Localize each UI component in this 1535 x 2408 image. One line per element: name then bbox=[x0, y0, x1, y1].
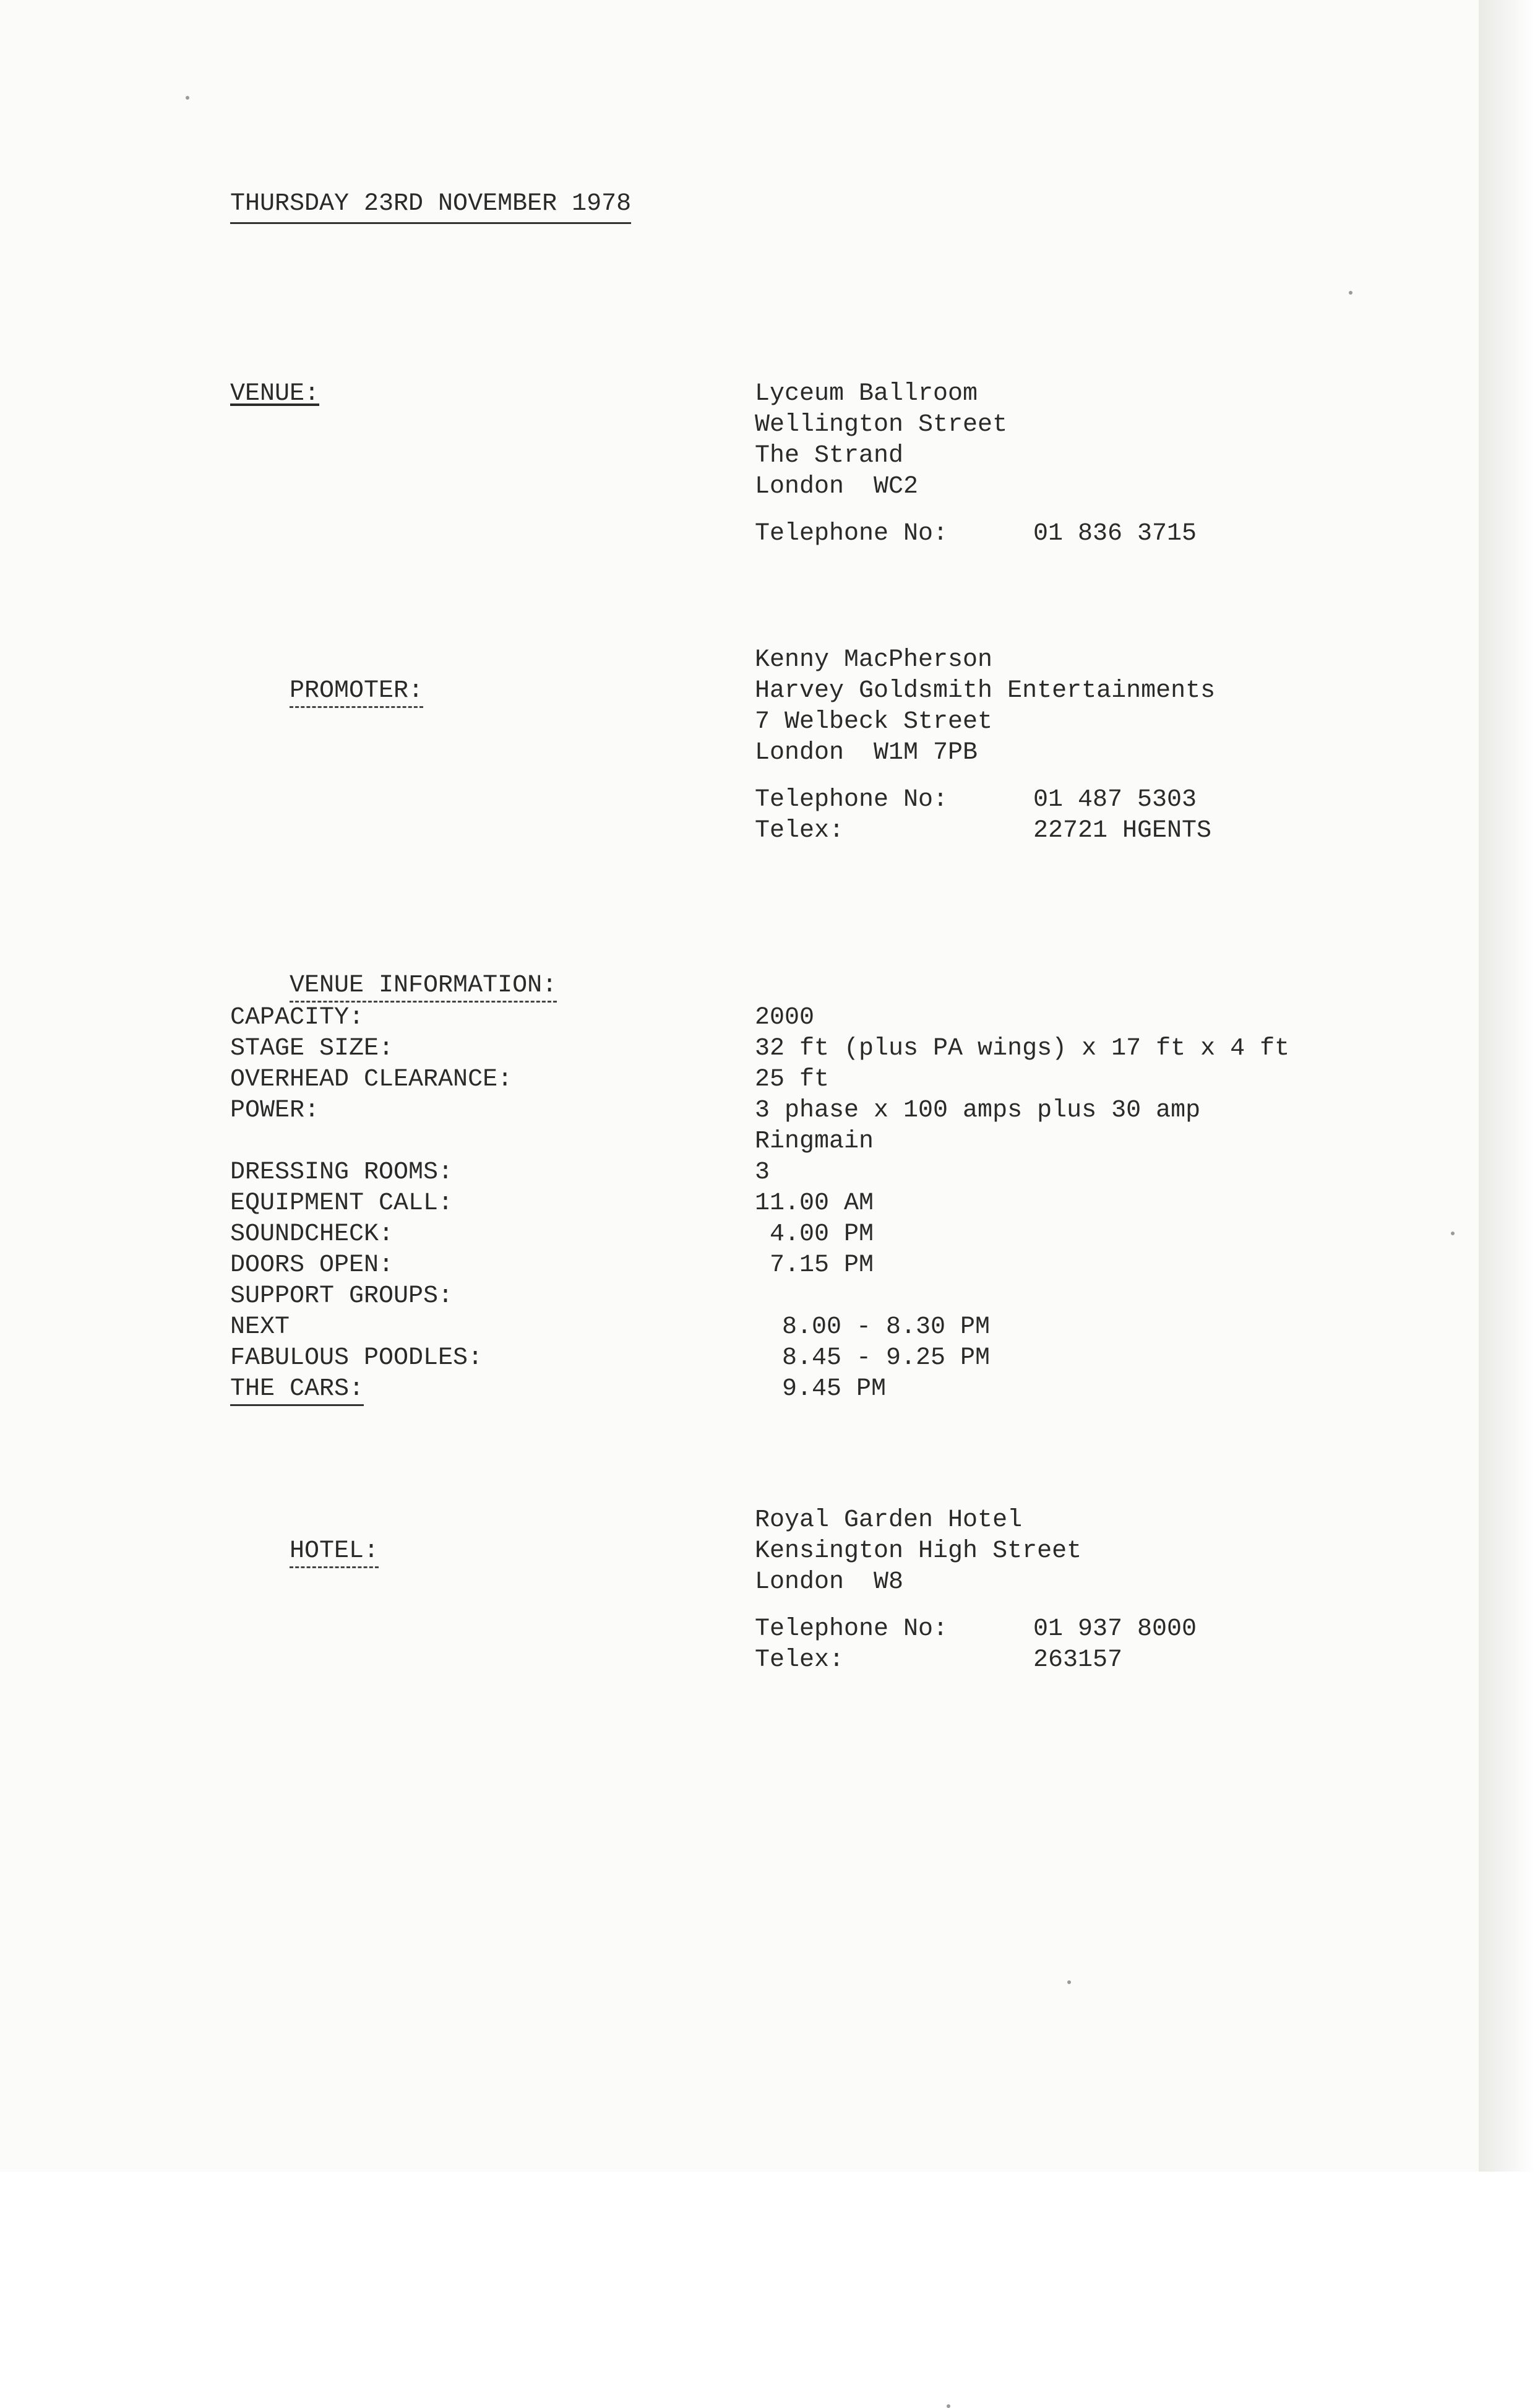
date-heading: THURSDAY 23RD NOVEMBER 1978 bbox=[230, 189, 631, 224]
info-value: 25 ft bbox=[755, 1066, 830, 1094]
promoter-telex-row bbox=[755, 816, 1215, 847]
info-value: 7.15 PM bbox=[755, 1251, 874, 1279]
info-label bbox=[230, 1126, 512, 1157]
info-value: Ringmain bbox=[755, 1128, 874, 1155]
paper-speck bbox=[1349, 291, 1352, 295]
info-label: NEXT bbox=[230, 1313, 290, 1341]
info-value bbox=[755, 1281, 1289, 1312]
promoter-line: London W1M 7PB bbox=[755, 739, 978, 767]
info-label-wrap bbox=[230, 1374, 512, 1405]
info-value: 8.45 - 9.25 PM bbox=[767, 1344, 991, 1372]
promoter-line: Kenny MacPherson bbox=[755, 646, 993, 674]
venue-line: London WC2 bbox=[755, 473, 919, 501]
venue-phone-label: Telephone No: bbox=[755, 520, 948, 548]
paper-speck bbox=[947, 2404, 950, 2408]
info-value: 4.00 PM bbox=[755, 1220, 874, 1248]
info-value: 11.00 AM bbox=[755, 1189, 874, 1217]
info-value: 9.45 PM bbox=[767, 1375, 887, 1403]
info-label: STAGE SIZE: bbox=[230, 1035, 394, 1063]
hotel-telex-row bbox=[755, 1645, 1197, 1676]
hotel-label: HOTEL: bbox=[290, 1537, 379, 1568]
venue-line: The Strand bbox=[755, 442, 904, 470]
info-label: OVERHEAD CLEARANCE: bbox=[230, 1066, 513, 1094]
paper-speck bbox=[1067, 1980, 1071, 1984]
hotel-telex-label: Telex: bbox=[755, 1646, 845, 1674]
venue-info-labels bbox=[230, 1003, 512, 1405]
info-label: EQUIPMENT CALL: bbox=[230, 1189, 454, 1217]
hotel-line: Kensington High Street bbox=[755, 1537, 1082, 1565]
venue-line: Wellington Street bbox=[755, 411, 1008, 439]
venue-line: Lyceum Ballroom bbox=[755, 380, 978, 408]
info-label: DOORS OPEN: bbox=[230, 1251, 394, 1279]
info-label-the-cars: THE CARS: bbox=[230, 1375, 364, 1406]
paper-speck bbox=[186, 96, 189, 100]
venue-label: VENUE: bbox=[230, 380, 320, 408]
promoter-phone-row bbox=[755, 785, 1215, 816]
hotel-line: London W8 bbox=[755, 1568, 904, 1596]
venue-phone: 01 836 3715 bbox=[1033, 520, 1197, 548]
info-label: DRESSING ROOMS: bbox=[230, 1159, 454, 1186]
promoter-label: PROMOTER: bbox=[290, 677, 423, 708]
promoter-line: 7 Welbeck Street bbox=[755, 708, 993, 736]
info-label: SUPPORT GROUPS: bbox=[230, 1282, 454, 1310]
info-label: FABULOUS POODLES: bbox=[230, 1344, 483, 1372]
venue-info-heading: VENUE INFORMATION: bbox=[290, 972, 557, 1003]
promoter-telex: 22721 HGENTS bbox=[1033, 817, 1212, 845]
info-value: 3 bbox=[755, 1159, 770, 1186]
info-value: 2000 bbox=[755, 1004, 815, 1032]
venue-phone-row bbox=[755, 519, 1197, 550]
venue-info-values bbox=[755, 1003, 1289, 1405]
hotel-phone-row bbox=[755, 1614, 1197, 1645]
promoter-label-wrap bbox=[230, 645, 423, 738]
promoter-phone: 01 487 5303 bbox=[1033, 786, 1197, 814]
hotel-line: Royal Garden Hotel bbox=[755, 1506, 1023, 1534]
hotel-phone-label: Telephone No: bbox=[755, 1615, 948, 1643]
info-label: POWER: bbox=[230, 1097, 320, 1124]
info-value: 32 ft (plus PA wings) x 17 ft x 4 ft bbox=[755, 1035, 1290, 1063]
info-label: SOUNDCHECK: bbox=[230, 1220, 394, 1248]
paper-speck bbox=[1451, 1232, 1455, 1235]
scan-edge-shadow bbox=[1479, 0, 1535, 2172]
hotel-label-wrap bbox=[230, 1505, 379, 1598]
promoter-address bbox=[755, 645, 1215, 847]
hotel-telex: 263157 bbox=[1033, 1646, 1123, 1674]
promoter-phone-label: Telephone No: bbox=[755, 786, 948, 814]
promoter-line: Harvey Goldsmith Entertainments bbox=[755, 677, 1216, 705]
venue-address bbox=[755, 379, 1197, 550]
info-value: 3 phase x 100 amps plus 30 amp bbox=[755, 1097, 1201, 1124]
hotel-address bbox=[755, 1505, 1197, 1676]
info-value: 8.00 - 8.30 PM bbox=[767, 1313, 991, 1341]
info-label: CAPACITY: bbox=[230, 1004, 364, 1032]
promoter-telex-label: Telex: bbox=[755, 817, 845, 845]
hotel-phone: 01 937 8000 bbox=[1033, 1615, 1197, 1643]
